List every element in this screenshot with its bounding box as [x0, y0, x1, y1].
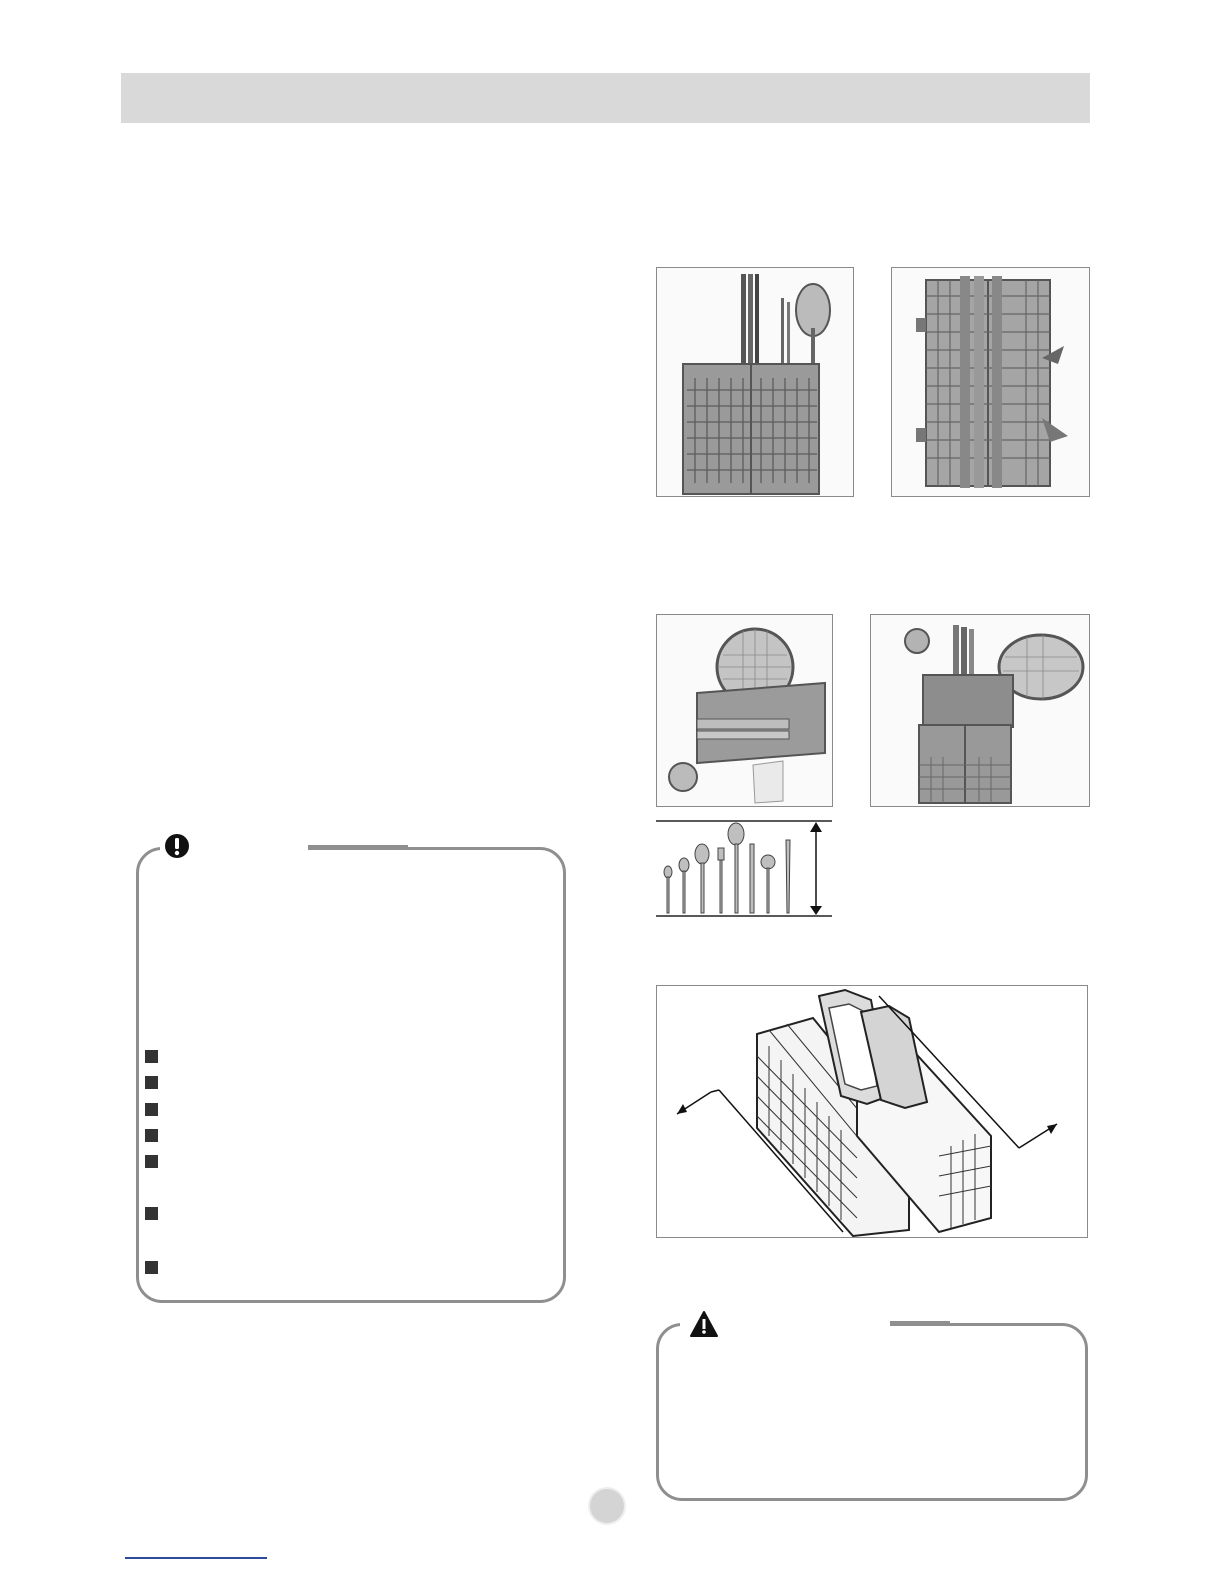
footer-link-underline[interactable] — [125, 1557, 267, 1559]
note-bullet-1 — [145, 1050, 158, 1063]
caution-title-rule — [890, 1321, 950, 1324]
note-title-rule — [308, 845, 408, 848]
note-bullet-2 — [145, 1076, 158, 1089]
warning-triangle-icon — [689, 1310, 719, 1338]
photo-basket-side-view — [656, 267, 854, 497]
header-bar — [121, 73, 1090, 123]
note-box — [136, 847, 566, 1303]
note-bullet-7 — [145, 1261, 158, 1274]
caution-box — [656, 1323, 1088, 1501]
note-bullet-4 — [145, 1129, 158, 1142]
cutlery-height-diagram — [656, 820, 832, 918]
photo-basket-with-strainer-flat — [656, 614, 833, 807]
exclamation-icon — [164, 833, 190, 859]
note-bullet-3 — [145, 1103, 158, 1116]
photo-basket-with-strainer-upright — [870, 614, 1090, 807]
note-bullet-6 — [145, 1207, 158, 1220]
page-number-badge — [588, 1487, 626, 1525]
photo-basket-top-view — [891, 267, 1090, 497]
note-bullet-5 — [145, 1155, 158, 1168]
basket-separation-diagram — [656, 985, 1088, 1238]
